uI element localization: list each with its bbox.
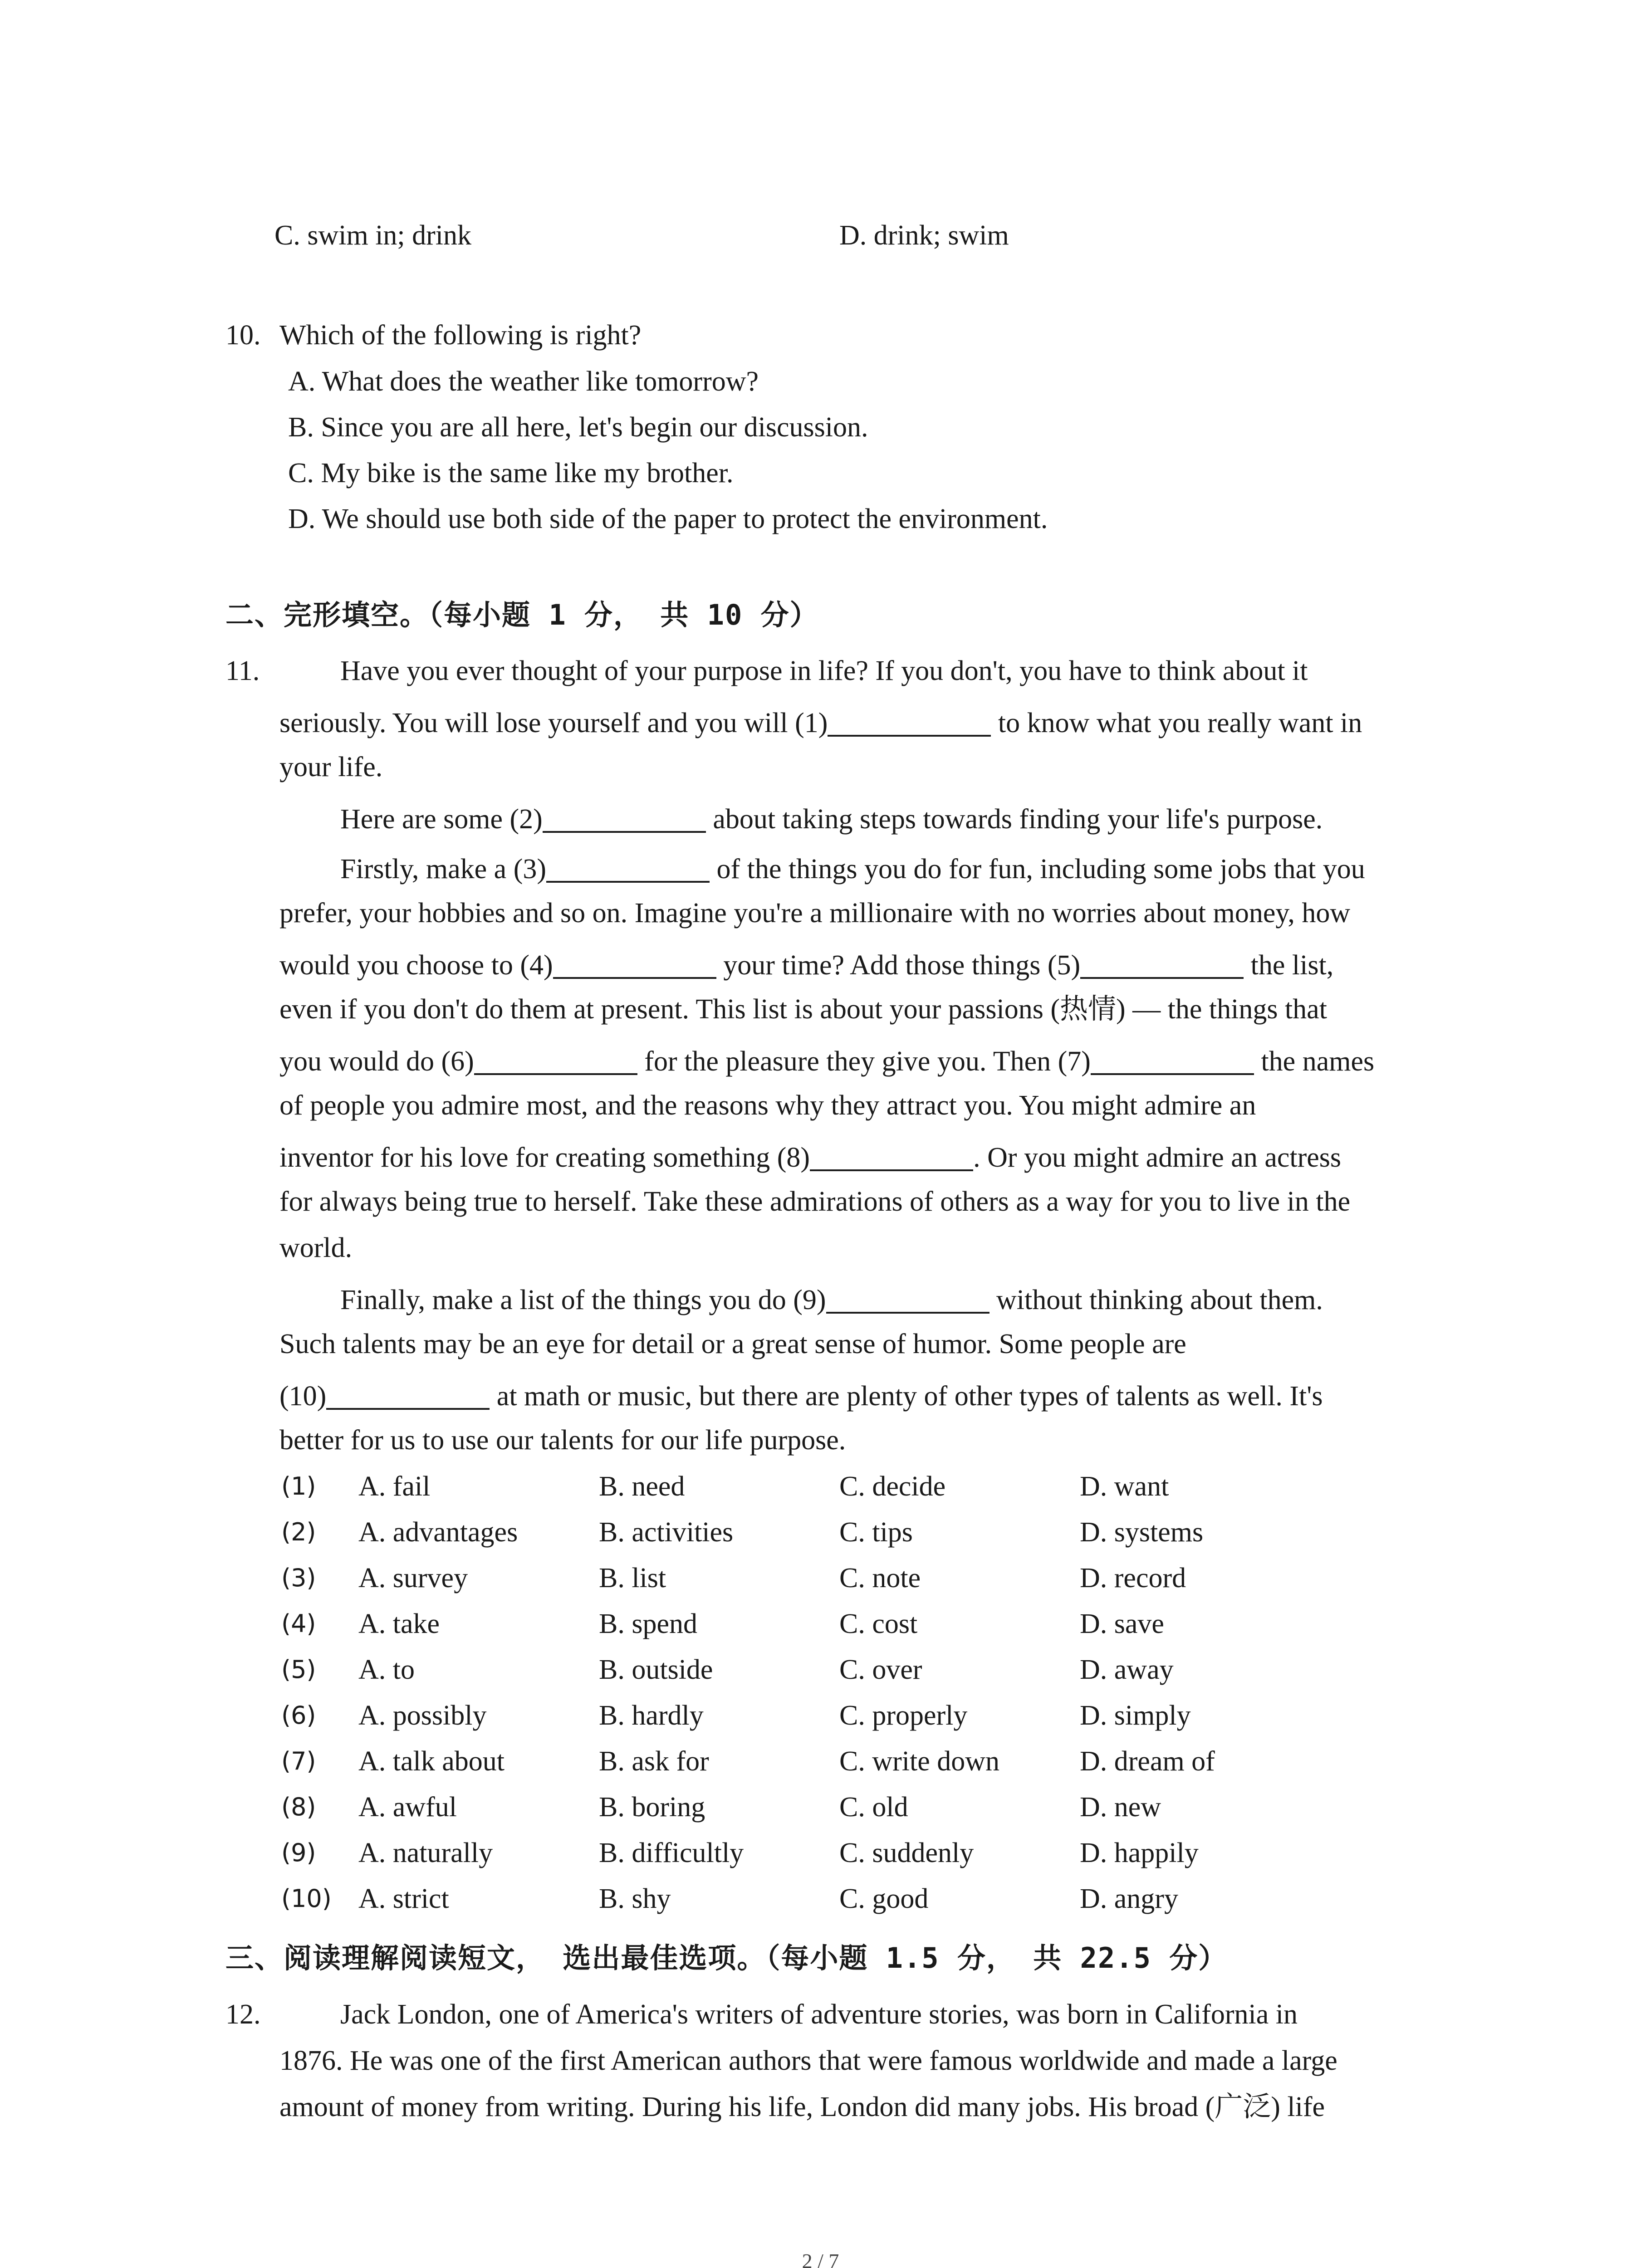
passage-line: world. xyxy=(279,1232,353,1263)
choice-option-d[interactable]: D. record xyxy=(1080,1563,1186,1593)
choice-option-a[interactable]: A. naturally xyxy=(358,1838,493,1868)
choice-option-d[interactable]: D. save xyxy=(1080,1608,1164,1639)
choice-option-c[interactable]: C. tips xyxy=(839,1517,913,1548)
passage-line: even if you don't do them at present. This list is about your passions (热情) — the things that xyxy=(279,994,1327,1025)
choice-option-b[interactable]: B. need xyxy=(599,1471,685,1502)
choice-option-d[interactable]: D. simply xyxy=(1080,1700,1191,1731)
blank-4[interactable] xyxy=(553,949,716,979)
passage-line: (10) at math or music, but there are plenty of other types of talents as well. It's xyxy=(279,1381,1323,1412)
blank-2[interactable] xyxy=(543,803,706,833)
passage-line: your life. xyxy=(279,752,383,782)
passage-line: of people you admire most, and the reasons why they attract you. You might admire an xyxy=(279,1090,1256,1121)
blank-6[interactable] xyxy=(474,1045,637,1075)
choice-number: (9) xyxy=(281,1838,316,1867)
passage-line: 1876. He was one of the first American authors that were famous worldwide and made a large xyxy=(279,2045,1337,2076)
choice-number: (10) xyxy=(281,1884,332,1913)
choice-option-d[interactable]: D. want xyxy=(1080,1471,1169,1502)
choice-option-a[interactable]: A. take xyxy=(358,1608,440,1639)
q10-option-c: C. My bike is the same like my brother. xyxy=(288,458,734,489)
blank-1[interactable] xyxy=(828,707,991,737)
choice-option-a[interactable]: A. awful xyxy=(358,1792,457,1823)
choice-option-d[interactable]: D. happily xyxy=(1080,1838,1199,1868)
choice-option-b[interactable]: B. shy xyxy=(599,1883,671,1914)
blank-5[interactable] xyxy=(1080,949,1244,979)
passage-line: would you choose to (4) your time? Add those things (5) the list, xyxy=(279,950,1334,981)
choice-number: (4) xyxy=(281,1609,316,1638)
section-3-heading: 三、阅读理解阅读短文， 选出最佳选项。（每小题 1.5 分， 共 22.5 分） xyxy=(225,1941,1228,1975)
choice-option-c[interactable]: C. old xyxy=(839,1792,908,1823)
choice-option-a[interactable]: A. fail xyxy=(358,1471,431,1502)
blank-10[interactable] xyxy=(326,1380,490,1410)
q9-option-c: C. swim in; drink xyxy=(274,220,472,251)
choice-option-a[interactable]: A. survey xyxy=(358,1563,468,1593)
choice-option-c[interactable]: C. properly xyxy=(839,1700,968,1731)
passage-line: Firstly, make a (3) of the things you do for fun, including some jobs that you xyxy=(340,854,1365,885)
choice-option-c[interactable]: C. suddenly xyxy=(839,1838,974,1868)
passage-line: Have you ever thought of your purpose in life? If you don't, you have to think about it xyxy=(340,655,1308,686)
passage-line: Jack London, one of America's writers of adventure stories, was born in California in xyxy=(340,1999,1298,2030)
choice-number: (7) xyxy=(281,1747,316,1775)
choice-option-a[interactable]: A. strict xyxy=(358,1883,449,1914)
choice-number: (5) xyxy=(281,1655,316,1684)
choice-option-c[interactable]: C. good xyxy=(839,1883,929,1914)
choice-option-d[interactable]: D. away xyxy=(1080,1654,1174,1685)
choice-option-c[interactable]: C. over xyxy=(839,1654,922,1685)
choice-option-a[interactable]: A. advantages xyxy=(358,1517,518,1548)
choice-option-d[interactable]: D. angry xyxy=(1080,1883,1178,1914)
q10-number: 10. xyxy=(225,320,261,351)
choice-option-b[interactable]: B. hardly xyxy=(599,1700,704,1731)
passage-line: better for us to use our talents for our life purpose. xyxy=(279,1425,846,1456)
choice-option-d[interactable]: D. new xyxy=(1080,1792,1161,1823)
q12-number: 12. xyxy=(225,1999,261,2030)
choice-option-c[interactable]: C. cost xyxy=(839,1608,918,1639)
passage-line: Here are some (2) about taking steps towards finding your life's purpose. xyxy=(340,804,1323,835)
q10-option-d: D. We should use both side of the paper to protect the environment. xyxy=(288,503,1048,534)
choice-option-c[interactable]: C. write down xyxy=(839,1746,1000,1777)
passage-line: Finally, make a list of the things you do (9) without thinking about them. xyxy=(340,1285,1323,1315)
choice-number: (6) xyxy=(281,1701,316,1730)
blank-7[interactable] xyxy=(1091,1045,1254,1075)
passage-line: amount of money from writing. During his life, London did many jobs. His broad (广泛) life xyxy=(279,2092,1325,2122)
choice-option-b[interactable]: B. ask for xyxy=(599,1746,709,1777)
choice-number: (1) xyxy=(281,1472,316,1501)
passage-line: Such talents may be an eye for detail or a great sense of humor. Some people are xyxy=(279,1329,1186,1359)
choice-number: (3) xyxy=(281,1564,316,1592)
choice-option-a[interactable]: A. to xyxy=(358,1654,415,1685)
choice-option-d[interactable]: D. dream of xyxy=(1080,1746,1215,1777)
q10-stem: Which of the following is right? xyxy=(279,320,642,351)
q10-option-a: A. What does the weather like tomorrow? xyxy=(288,366,759,397)
choice-option-b[interactable]: B. list xyxy=(599,1563,666,1593)
blank-3[interactable] xyxy=(546,853,710,883)
q11-number: 11. xyxy=(225,655,260,686)
blank-8[interactable] xyxy=(810,1141,973,1171)
choice-option-b[interactable]: B. spend xyxy=(599,1608,697,1639)
blank-9[interactable] xyxy=(826,1284,989,1314)
passage-line: you would do (6) for the pleasure they give you. Then (7) the names xyxy=(279,1046,1375,1077)
choice-option-d[interactable]: D. systems xyxy=(1080,1517,1204,1548)
choice-number: (2) xyxy=(281,1518,316,1546)
passage-line: prefer, your hobbies and so on. Imagine you're a millionaire with no worries about money, how xyxy=(279,898,1351,929)
q10-option-b: B. Since you are all here, let's begin our discussion. xyxy=(288,412,868,443)
section-2-heading: 二、完形填空。（每小题 1 分， 共 10 分） xyxy=(225,598,819,631)
choice-option-b[interactable]: B. boring xyxy=(599,1792,705,1823)
choice-option-a[interactable]: A. possibly xyxy=(358,1700,487,1731)
choice-option-b[interactable]: B. activities xyxy=(599,1517,734,1548)
page-number: 2 / 7 xyxy=(802,2249,839,2268)
choice-option-b[interactable]: B. difficultly xyxy=(599,1838,744,1868)
choice-option-c[interactable]: C. note xyxy=(839,1563,921,1593)
q9-option-d: D. drink; swim xyxy=(839,220,1009,251)
passage-line: for always being true to herself. Take these admirations of others as a way for you to live in the xyxy=(279,1186,1351,1217)
choice-option-a[interactable]: A. talk about xyxy=(358,1746,505,1777)
choice-option-c[interactable]: C. decide xyxy=(839,1471,946,1502)
choice-option-b[interactable]: B. outside xyxy=(599,1654,713,1685)
choice-number: (8) xyxy=(281,1793,316,1821)
passage-line: seriously. You will lose yourself and you will (1) to know what you really want in xyxy=(279,708,1362,738)
passage-line: inventor for his love for creating something (8) . Or you might admire an actress xyxy=(279,1142,1342,1173)
